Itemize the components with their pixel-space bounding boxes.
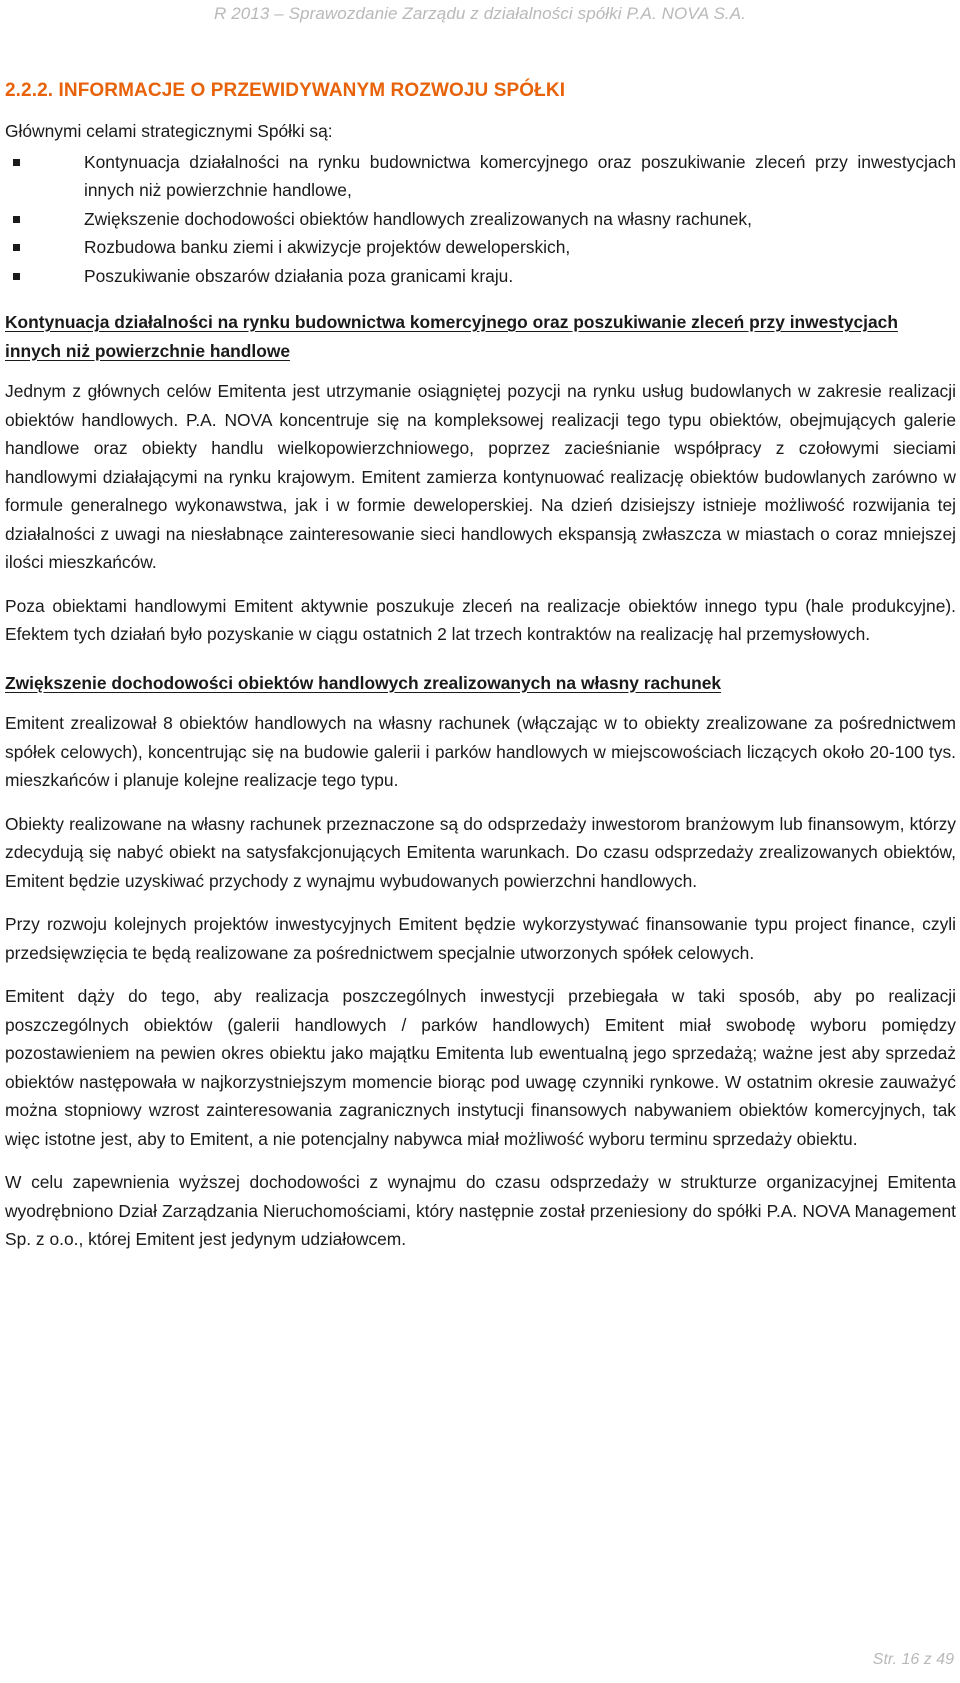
- section-number: 2.2.2.: [5, 80, 54, 101]
- list-item: Rozbudowa banku ziemi i akwizycje projektów deweloperskich,: [5, 233, 956, 262]
- paragraph: Obiekty realizowane na własny rachunek przeznaczone są do odsprzedaży inwestorom branżowym lub finansowym, którzy zdecydują się nabyć obiekt na satysfakcjonujących Emitenta warunkach. Do czasu odsprzedaży zrealizowanych obiektów, Emitent będzie uzyskiwać przychody z wynajmu wybudowanych powierzchni handlowych.: [5, 813, 956, 891]
- list-item: Zwiększenie dochodowości obiektów handlowych zrealizowanych na własny rachunek,: [5, 205, 956, 234]
- paragraph: W celu zapewnienia wyższej dochodowości z wynajmu do czasu odsprzedaży w strukturze organizacyjnej Emitenta wyodrębniono Dział Zarządzania Nieruchomościami, który następnie został przeniesiony do spółki P.A. NOVA Management Sp. z o.o., której Emitent jest jedynym udziałowcem.: [5, 1172, 956, 1249]
- section-title: INFORMACJE O PRZEWIDYWANYM ROZWOJU SPÓŁKI: [53, 80, 566, 101]
- document-body: [5, 78, 956, 1269]
- paragraph: Przy rozwoju kolejnych projektów inwestycyjnych Emitent będzie wykorzystywać finansowanie typu project finance, czyli przedsięwzięcia te będą realizowane za pośrednictwem specjalnie utworzonych spółek celowych.: [5, 914, 956, 963]
- page-header: R 2013 – Sprawozdanie Zarządu z działalności spółki P.A. NOVA S.A.: [214, 4, 746, 23]
- square-bullet-icon: [13, 216, 20, 223]
- paragraph: Emitent dąży do tego, aby realizacja poszczególnych inwestycji przebiegała w taki sposób, aby po realizacji poszczególnych obiektów (galerii handlowych / parków handlowych) Emitent miał swobodę wyboru pomiędzy pozostawieniem na pewien okres obiektu jako majątku Emitenta lub ewentualną jego sprzedażą; ważne jest aby sprzedaż obiektów następowała w najkorzystniejszym momencie biorąc pod uwagę czynniki rynkowe. W ostatnim okresie zauważyć można stopniowy wzrost zainteresowania zagranicznych instytucji finansowych nabywaniem obiektów komercyjnych, tak więc istotne jest, aby to Emitent, a nie potencjalny nabywca miał możliwość wyboru terminu sprzedaży obiektu.: [5, 986, 956, 1149]
- paragraph: Emitent zrealizował 8 obiektów handlowych na własny rachunek (włączając w to obiekty zrealizowane za pośrednictwem spółek celowych), koncentrując się na budowie galerii i parków handlowych w miejscowościach liczących około 20-100 tys. mieszkańców i planuje kolejne realizacje tego typu.: [5, 713, 956, 790]
- square-bullet-icon: [13, 273, 20, 280]
- square-bullet-icon: [13, 244, 20, 251]
- subsection-heading-commercial: Kontynuacja działalności na rynku budownictwa komercyjnego oraz poszukiwanie zleceń przy inwestycjach innych niż powierzchnie handlowe: [5, 312, 898, 361]
- paragraph: Jednym z głównych celów Emitenta jest utrzymanie osiągniętej pozycji na rynku usług budowlanych w zakresie realizacji obiektów handlowych. P.A. NOVA koncentruje się na kompleksowej realizacji tego typu obiektów, obejmujących galerie handlowe oraz obiekty handlu wielkopowierzchniowego, poprzez zacieśnianie współpracy z czołowymi sieciami handlowymi działającymi na rynku krajowym. Emitent zamierza kontynuować realizację obiektów budowlanych zarówno w formule generalnego wykonawstwa, jak i w formie deweloperskiej. Na dzień dzisiejszy istnieje możliwość rozwijania tej działalności z uwagi na niesłabnące zainteresowanie sieci handlowych ekspansją zwłaszcza w miastach o coraz mniejszej ilości mieszkańców.: [5, 381, 956, 572]
- square-bullet-icon: [13, 159, 20, 166]
- list-item: Poszukiwanie obszarów działania poza granicami kraju.: [5, 262, 956, 291]
- goals-intro: Głównymi celami strategicznymi Spółki są:: [5, 121, 333, 141]
- paragraph: Poza obiektami handlowymi Emitent aktywnie poszukuje zleceń na realizacje obiektów innego typu (hale produkcyjne). Efektem tych działań było pozyskanie w ciągu ostatnich 2 lat trzech kontraktów na realizację hal przemysłowych.: [5, 595, 956, 644]
- strategic-goals-list: [5, 148, 956, 291]
- page-number: Str. 16 z 49: [872, 1651, 954, 1668]
- list-item: Kontynuacja działalności na rynku budownictwa komercyjnego oraz poszukiwanie zleceń przy inwestycjach innych niż powierzchnie handlowe,: [5, 148, 956, 205]
- subsection-heading-profitability: Zwiększenie dochodowości obiektów handlowych zrealizowanych na własny rachunek: [5, 672, 722, 693]
- section-heading: [5, 78, 956, 104]
